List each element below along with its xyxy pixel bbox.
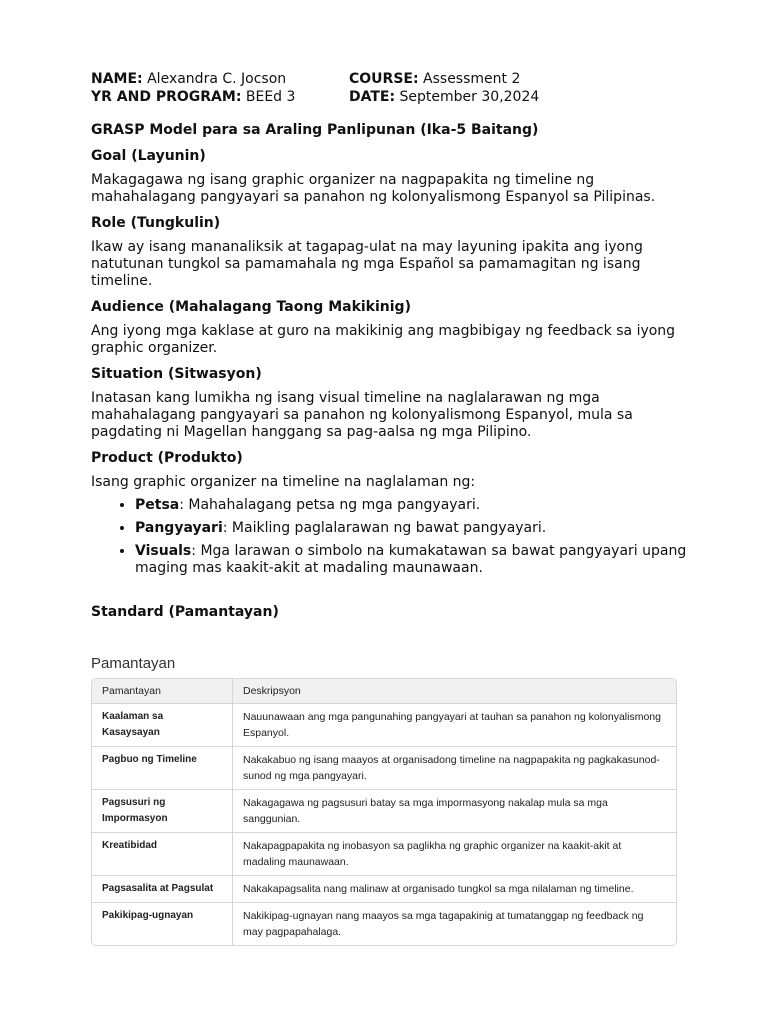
goal-text: Makagagawa ng isang graphic organizer na nagpapakita ng timeline ng mahahalagang pangyayari sa panahon ng kolonyalismong Espanyol sa Pilipinas. [91,172,656,205]
description-cell: Nauunawaan ang mga pangunahing pangyayari at tauhan sa panahon ng kolonyalismong Espanyol. [233,704,676,747]
yr-value: BEEd 3 [245,89,296,105]
role-text: Ikaw ay isang mananaliksik at tagapag-ulat na may layuning ipakita ang iyong natutunan tungkol sa pamamahala ng mga Español sa pamamagitan ng isang timeline. [91,239,643,289]
list-item: • Pangyayari: Maikling paglalarawan ng bawat pangyayari. [135,520,691,537]
rubric-table [91,678,677,946]
role-heading: Role (Tungkulin) [91,215,221,231]
audience-heading: Audience (Mahalagang Taong Makikinig) [91,299,411,315]
table-title: Pamantayan [91,655,176,672]
name-value: Alexandra C. Jocson [147,71,287,87]
description-cell: Nakikipag-ugnayan nang maayos sa mga tagapakinig at tumatanggap ng feedback ng may pagpapahalaga. [243,910,644,938]
date-value: September 30,2024 [399,89,540,105]
criterion-cell: Pagsusuri ng Impormasyon [92,790,233,833]
product-text: Isang graphic organizer na timeline na naglalaman ng: [91,474,476,490]
document-title: GRASP Model para sa Araling Panlipunan (Ika-5 Baitang) [91,122,539,138]
criterion-cell: Kaalaman sa Kasaysayan [92,704,233,747]
product-heading: Product (Produkto) [91,450,243,466]
description-cell: Nakagagawa ng pagsusuri batay sa mga impormasyong nakalap mula sa mga sanggunian. [233,790,676,833]
list-item: • Visuals: Mga larawan o simbolo na kumakatawan sa bawat pangyayari upang maging mas kaakit-akit at madaling maunawaan. [135,543,691,577]
table-row [92,903,676,945]
criterion-cell: Kreatibidad [92,833,233,876]
situation-heading: Situation (Sitwasyon) [91,366,262,382]
criterion-cell: Pakikipag-ugnayan [92,903,233,945]
column-header: Pamantayan [92,679,233,704]
criterion-cell: Pagsasalita at Pagsulat [92,876,233,903]
table-row [92,704,676,747]
criterion-cell: Pagbuo ng Timeline [92,747,233,790]
column-header: Deskripsyon [233,679,676,704]
course-value: Assessment 2 [423,71,521,87]
header-row-2 [91,88,691,106]
table-row [92,876,676,903]
yr-label: YR AND PROGRAM: [91,89,242,105]
audience-text: Ang iyong mga kaklase at guro na makikinig ang magbibigay ng feedback sa iyong graphic organizer. [91,323,676,356]
description-cell: Nakapagpapakita ng inobasyon sa paglikha ng graphic organizer na kaakit-akit at madaling maunawaan. [233,833,676,876]
goal-heading: Goal (Layunin) [91,148,206,164]
table-row [92,833,676,876]
standard-heading: Standard (Pamantayan) [91,604,279,620]
description-cell: Nakakabuo ng isang maayos at organisadong timeline na nagpapakita ng pagkakasunod-sunod ng mga pangyayari. [233,747,676,790]
header-row-1 [91,70,691,88]
description-cell: Nakakapagsalita nang malinaw at organisado tungkol sa mga nilalaman ng timeline. [233,876,676,903]
course-label: COURSE: [349,71,419,87]
date-label: DATE: [349,89,396,105]
situation-text: Inatasan kang lumikha ng isang visual timeline na naglalarawan ng mga mahahalagang pangyayari sa panahon ng kolonyalismong Espanyol, mula sa pagdating ni Magellan hanggang sa pag-aalsa ng mga Pilipino. [91,390,633,440]
name-label: NAME: [91,71,143,87]
table-row [92,747,676,790]
product-list [91,497,691,577]
list-item: • Petsa: Mahahalagang petsa ng mga pangyayari. [135,497,691,514]
document-page [91,70,691,621]
table-header-row [92,679,676,704]
table-row [92,790,676,833]
